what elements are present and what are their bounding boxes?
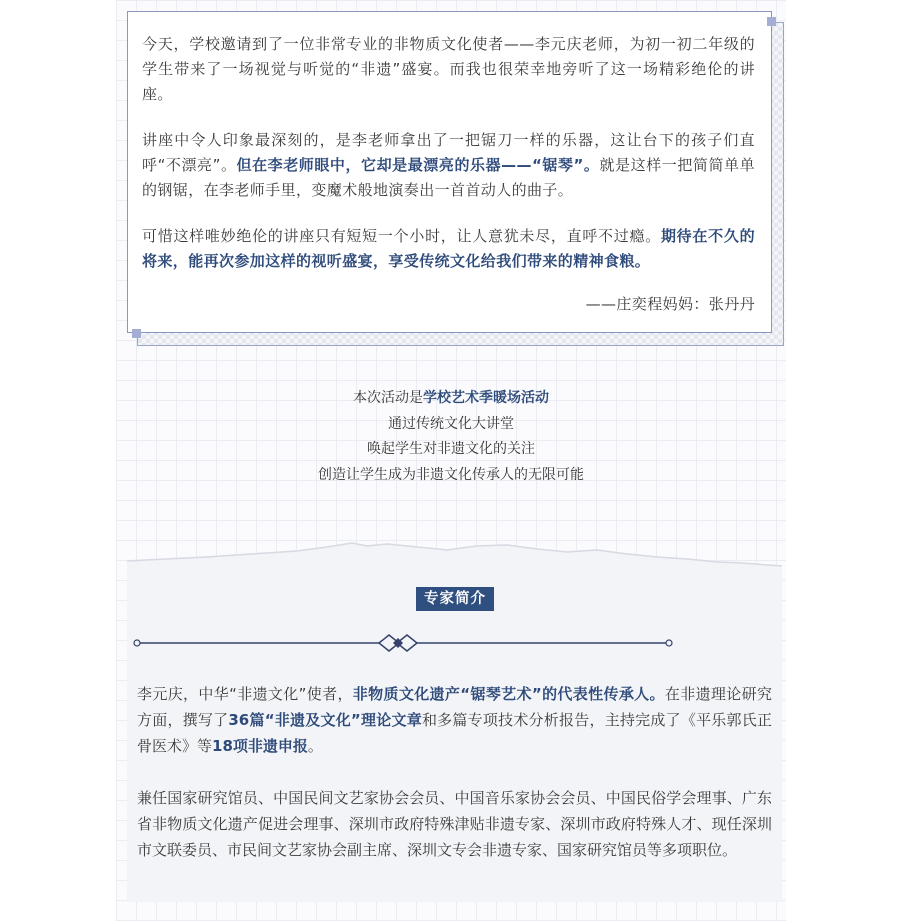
expert-paragraph-2: 兼任国家研究馆员、中国民间文艺家协会会员、中国音乐家协会会员、中国民俗学会理事、广东省非物质文化遗产促进会理事、深圳市政府特殊津贴非遗专家、深圳市政府特殊人才、现任深圳市文联委员、市民间文艺家协会副主席、深圳文专会非遗专家、国家研究馆员等多项职位。 xyxy=(137,789,772,859)
diamond-divider-icon xyxy=(133,632,673,654)
summary-line-2: 通过传统文化大讲堂 xyxy=(388,415,514,432)
quote-text: 今天，学校邀请到了一位非常专业的非物质文化使者——李元庆老师，为初一初二年级的学生带来了一场视觉与听觉的“非遗”盛宴。而我也很荣幸地旁听了这一场精彩绝伦的讲座。 xyxy=(142,35,755,103)
quote-paragraph-2 xyxy=(142,128,755,203)
quote-text: 就是这样一把简简单单的钢锯，在李老师手里，变魔术般地演奏出一首首动人的曲子。 xyxy=(142,156,755,199)
expert-intro xyxy=(137,681,772,863)
expert-text: 在非遗理论研究方面，撰写了 xyxy=(137,685,772,729)
summary-line-1 xyxy=(116,386,786,412)
quote-paragraph-1 xyxy=(142,32,755,107)
quote-text: 讲座中令人印象最深刻的，是李老师拿出了一把锯刀一样的乐器，这让台下的孩子们直呼“不漂亮”。 xyxy=(142,131,755,174)
expert-title: 专家简介 xyxy=(416,587,494,611)
summary-line-3: 唤起学生对非遗文化的关注 xyxy=(367,441,535,457)
expert-text: 和多篇专项技术分析报告，主持完成了《平乐郭氏正骨医术》等 xyxy=(137,711,772,755)
quote-paragraph-3 xyxy=(142,224,755,274)
corner-square-icon xyxy=(767,17,776,26)
expert-text: 李元庆，中华“非遗文化”使者， xyxy=(137,685,353,703)
expert-highlight: 18项非遗申报 xyxy=(212,737,308,755)
expert-highlight: 非物质文化遗产“锯琴艺术”的代表性传承人。 xyxy=(352,685,665,703)
activity-summary xyxy=(116,386,786,488)
expert-paragraph-1 xyxy=(137,681,772,759)
quote-signature: ——庄奕程妈妈：张丹丹 xyxy=(585,295,755,313)
quote-text: 可惜这样唯妙绝伦的讲座只有短短一个小时，让人意犹未尽，直呼不过瘾。 xyxy=(142,227,661,245)
expert-highlight: 36篇“非遗及文化”理论文章 xyxy=(228,711,422,729)
quote-card xyxy=(127,11,772,333)
summary-line-4: 创造让学生成为非遗文化传承人的无限可能 xyxy=(318,466,584,483)
expert-section xyxy=(127,540,782,921)
quote-highlight: 期待在不久的将来，能再次参加这样的视听盛宴，享受传统文化给我们带来的精神食粮。 xyxy=(142,227,755,270)
quote-highlight: 但在李老师眼中，它却是最漂亮的乐器——“锯琴”。 xyxy=(236,156,600,174)
expert-text: 。 xyxy=(307,737,323,755)
summary-highlight: 学校艺术季暖场活动 xyxy=(423,390,549,406)
summary-text: 本次活动是 xyxy=(353,390,423,406)
corner-square-icon xyxy=(132,329,141,338)
